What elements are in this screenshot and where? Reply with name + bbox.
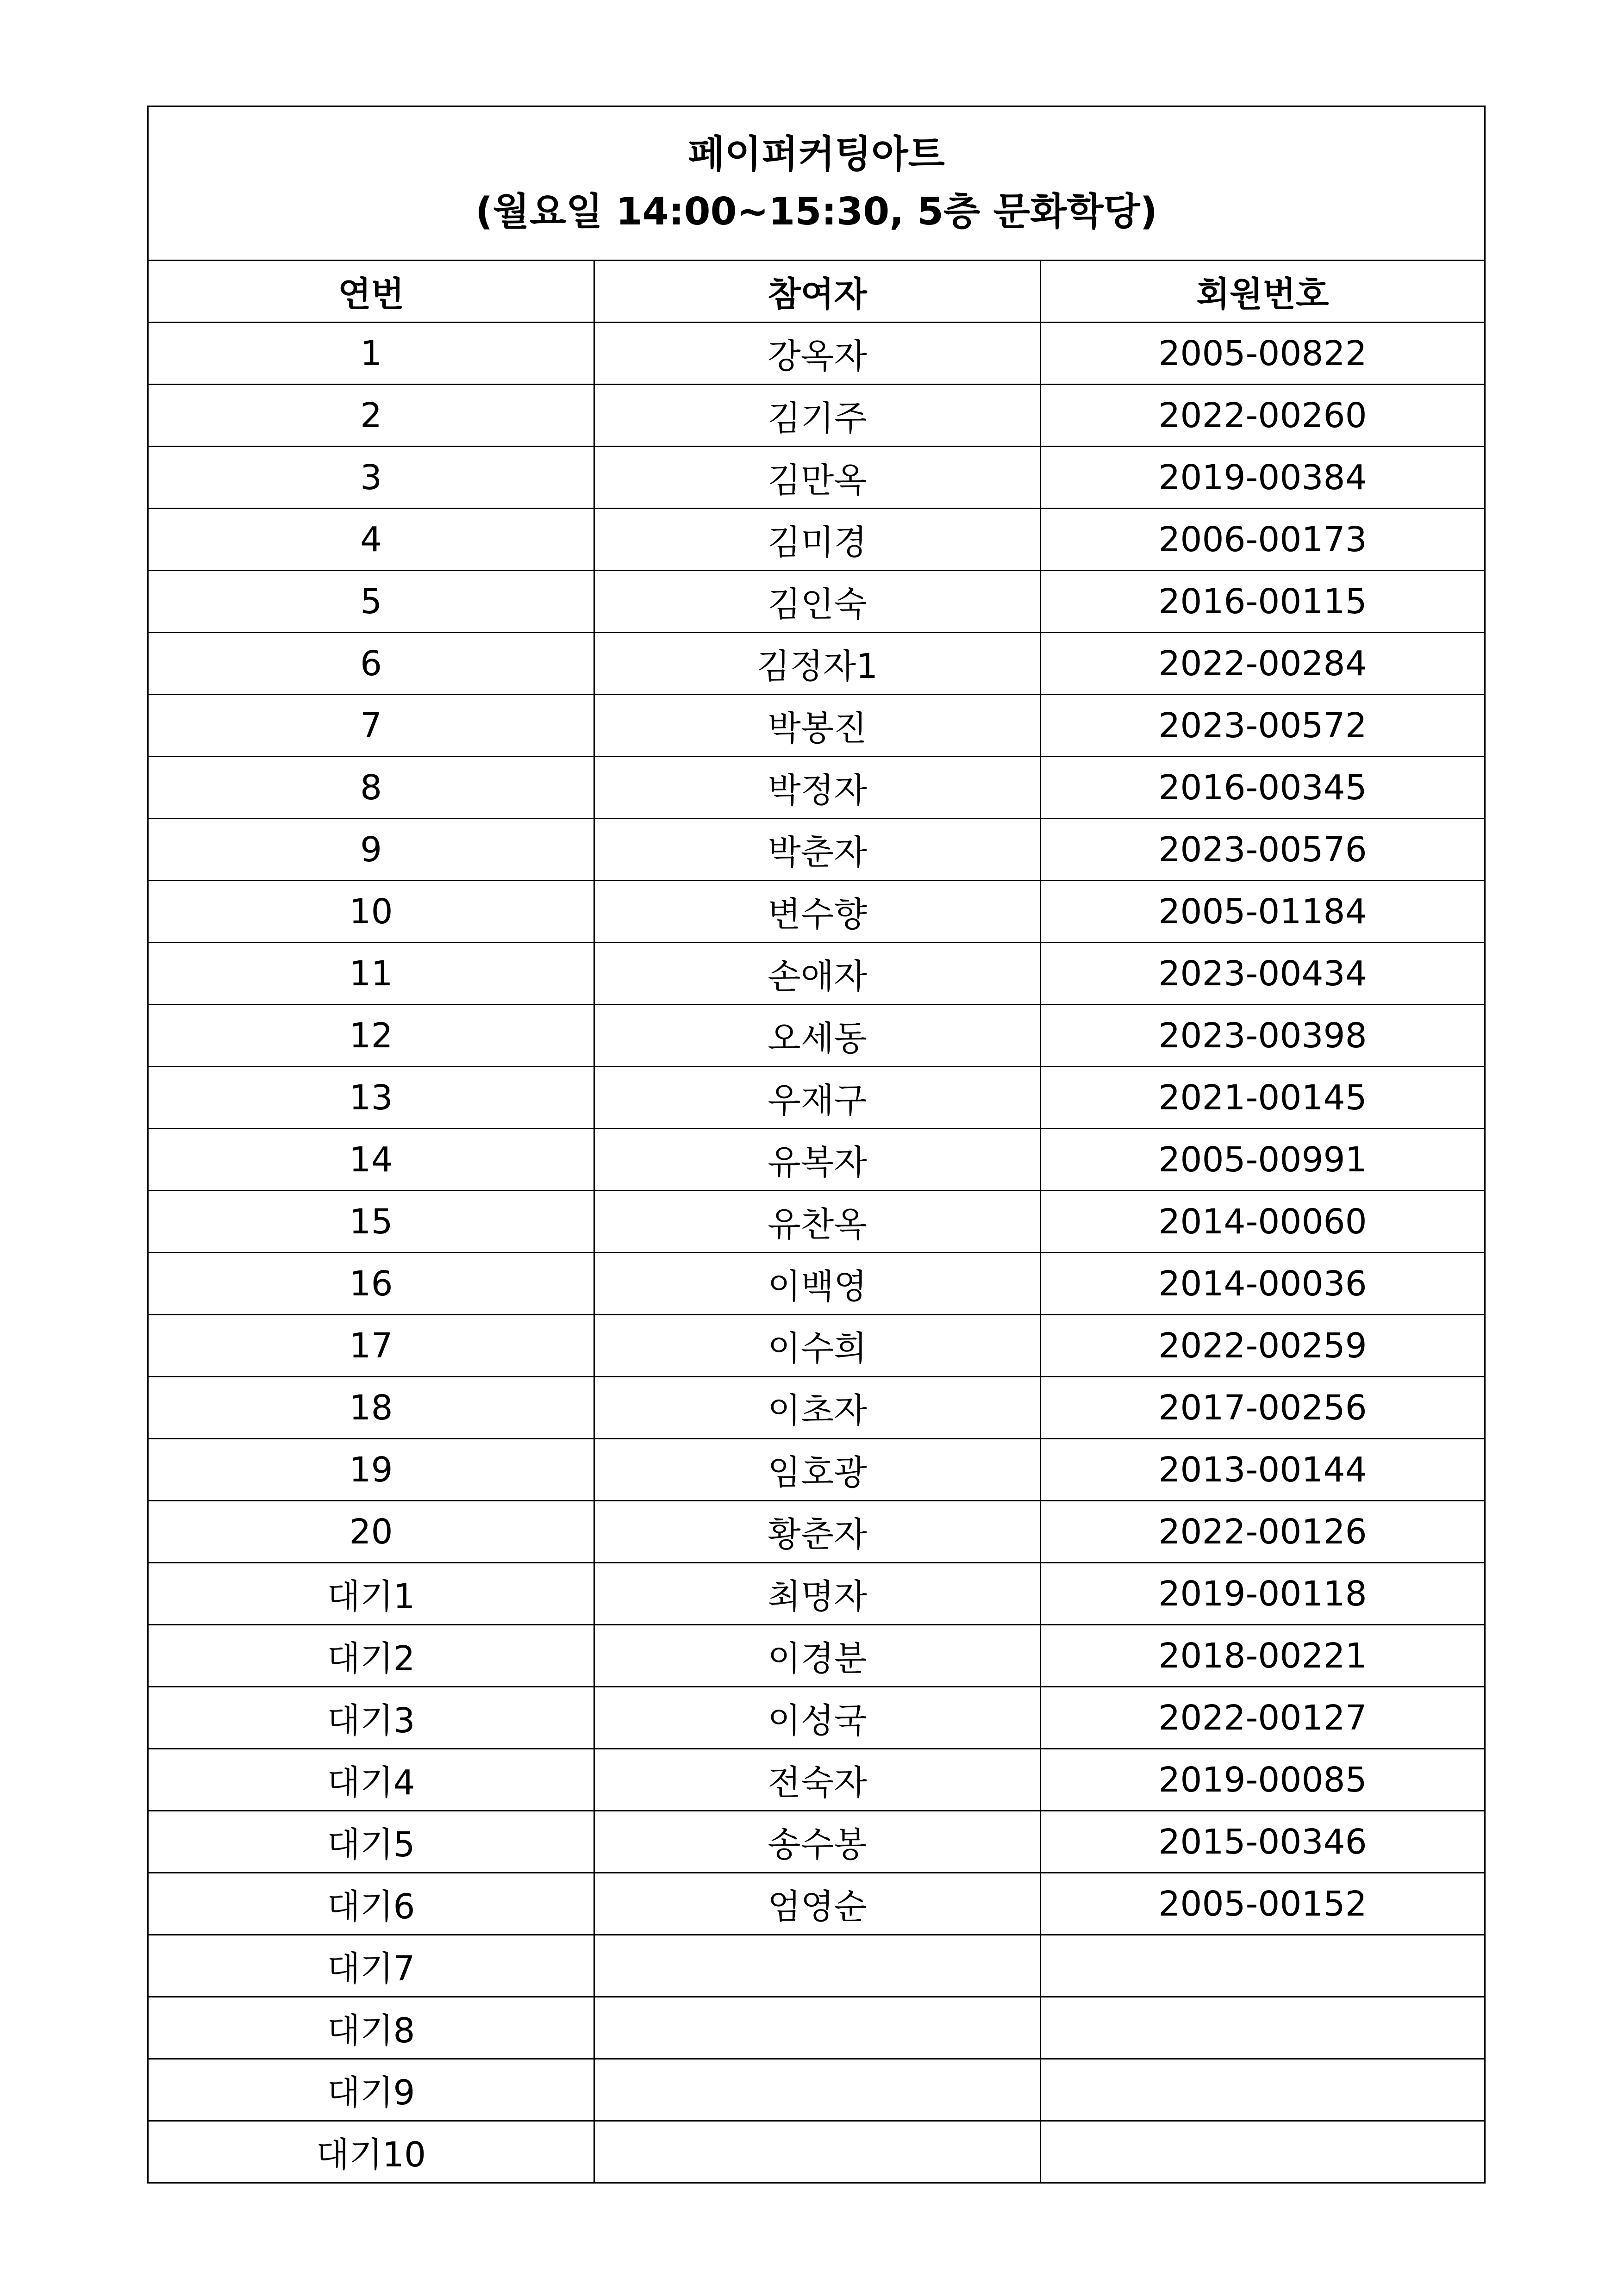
cell-member-id: 2023-00434 — [1041, 943, 1485, 1005]
table-row — [148, 1439, 1485, 1501]
table-row — [148, 1997, 1485, 2059]
table-row — [148, 1253, 1485, 1315]
cell-number: 12 — [148, 1005, 594, 1067]
cell-participant: 이성국 — [594, 1687, 1041, 1749]
cell-number: 6 — [148, 633, 594, 695]
cell-participant — [594, 1997, 1041, 2059]
cell-participant: 김인숙 — [594, 571, 1041, 633]
cell-member-id: 2015-00346 — [1041, 1811, 1485, 1873]
cell-participant: 임호광 — [594, 1439, 1041, 1501]
cell-member-id: 2005-01184 — [1041, 881, 1485, 943]
cell-number: 대기8 — [148, 1997, 594, 2059]
cell-participant: 박정자 — [594, 757, 1041, 819]
table-row — [148, 1501, 1485, 1563]
cell-number: 대기6 — [148, 1873, 594, 1935]
table-row — [148, 1749, 1485, 1811]
table-row — [148, 1129, 1485, 1191]
cell-member-id: 2022-00127 — [1041, 1687, 1485, 1749]
cell-number: 20 — [148, 1501, 594, 1563]
cell-member-id: 2005-00822 — [1041, 323, 1485, 385]
table-row — [148, 1067, 1485, 1129]
cell-member-id: 2023-00576 — [1041, 819, 1485, 881]
participant-table — [147, 106, 1486, 2184]
cell-number: 14 — [148, 1129, 594, 1191]
cell-participant: 강옥자 — [594, 323, 1041, 385]
cell-participant — [594, 2059, 1041, 2121]
cell-member-id: 2019-00118 — [1041, 1563, 1485, 1625]
cell-number: 3 — [148, 447, 594, 509]
table-row — [148, 1687, 1485, 1749]
cell-number: 5 — [148, 571, 594, 633]
cell-participant: 박춘자 — [594, 819, 1041, 881]
table-row — [148, 323, 1485, 385]
cell-participant: 오세동 — [594, 1005, 1041, 1067]
cell-participant: 이초자 — [594, 1377, 1041, 1439]
column-header-number: 연번 — [148, 261, 594, 323]
cell-participant: 최명자 — [594, 1563, 1041, 1625]
cell-number: 15 — [148, 1191, 594, 1253]
cell-participant: 이수희 — [594, 1315, 1041, 1377]
cell-number: 13 — [148, 1067, 594, 1129]
table-row — [148, 385, 1485, 447]
cell-participant: 황춘자 — [594, 1501, 1041, 1563]
header-row — [148, 261, 1485, 323]
cell-member-id: 2022-00260 — [1041, 385, 1485, 447]
cell-member-id: 2005-00991 — [1041, 1129, 1485, 1191]
table-row — [148, 2059, 1485, 2121]
cell-member-id: 2005-00152 — [1041, 1873, 1485, 1935]
cell-number: 대기10 — [148, 2121, 594, 2183]
cell-member-id: 2022-00259 — [1041, 1315, 1485, 1377]
cell-number: 18 — [148, 1377, 594, 1439]
cell-member-id: 2019-00085 — [1041, 1749, 1485, 1811]
table-row — [148, 1315, 1485, 1377]
cell-participant — [594, 2121, 1041, 2183]
cell-member-id — [1041, 1997, 1485, 2059]
table-row — [148, 1377, 1485, 1439]
cell-participant: 변수향 — [594, 881, 1041, 943]
cell-participant: 김정자1 — [594, 633, 1041, 695]
cell-member-id: 2018-00221 — [1041, 1625, 1485, 1687]
title-program-name: 페이퍼커팅아트 — [688, 132, 945, 176]
cell-member-id: 2022-00284 — [1041, 633, 1485, 695]
cell-member-id: 2016-00345 — [1041, 757, 1485, 819]
cell-member-id: 2023-00398 — [1041, 1005, 1485, 1067]
cell-participant: 유찬옥 — [594, 1191, 1041, 1253]
table-row — [148, 757, 1485, 819]
cell-participant: 엄영순 — [594, 1873, 1041, 1935]
cell-participant: 김만옥 — [594, 447, 1041, 509]
cell-number: 11 — [148, 943, 594, 1005]
table-row — [148, 571, 1485, 633]
cell-participant: 손애자 — [594, 943, 1041, 1005]
title-schedule: (월요일 14:00~15:30, 5층 문화학당) — [475, 190, 1158, 234]
cell-participant: 우재구 — [594, 1067, 1041, 1129]
cell-participant: 김기주 — [594, 385, 1041, 447]
cell-participant: 박봉진 — [594, 695, 1041, 757]
cell-participant: 유복자 — [594, 1129, 1041, 1191]
cell-participant: 전숙자 — [594, 1749, 1041, 1811]
cell-number: 7 — [148, 695, 594, 757]
cell-member-id: 2013-00144 — [1041, 1439, 1485, 1501]
column-header-participant: 참여자 — [594, 261, 1041, 323]
cell-number: 16 — [148, 1253, 594, 1315]
table-row — [148, 819, 1485, 881]
cell-number: 대기2 — [148, 1625, 594, 1687]
cell-member-id: 2022-00126 — [1041, 1501, 1485, 1563]
cell-number: 대기7 — [148, 1935, 594, 1997]
table-row — [148, 1563, 1485, 1625]
cell-number: 대기9 — [148, 2059, 594, 2121]
table-row — [148, 1191, 1485, 1253]
column-header-member-id: 회원번호 — [1041, 261, 1485, 323]
cell-member-id: 2021-00145 — [1041, 1067, 1485, 1129]
table-row — [148, 1005, 1485, 1067]
cell-number: 대기5 — [148, 1811, 594, 1873]
cell-number: 대기1 — [148, 1563, 594, 1625]
cell-participant: 이백영 — [594, 1253, 1041, 1315]
cell-member-id — [1041, 2121, 1485, 2183]
table-row — [148, 447, 1485, 509]
cell-number: 대기4 — [148, 1749, 594, 1811]
cell-member-id: 2014-00060 — [1041, 1191, 1485, 1253]
cell-member-id: 2017-00256 — [1041, 1377, 1485, 1439]
cell-number: 19 — [148, 1439, 594, 1501]
table-row — [148, 1935, 1485, 1997]
cell-participant: 김미경 — [594, 509, 1041, 571]
cell-number: 4 — [148, 509, 594, 571]
cell-participant: 송수봉 — [594, 1811, 1041, 1873]
cell-number: 10 — [148, 881, 594, 943]
table-row — [148, 509, 1485, 571]
cell-number: 대기3 — [148, 1687, 594, 1749]
cell-number: 8 — [148, 757, 594, 819]
table-title — [148, 106, 1485, 261]
cell-member-id: 2006-00173 — [1041, 509, 1485, 571]
table-row — [148, 2121, 1485, 2183]
cell-number: 1 — [148, 323, 594, 385]
cell-number: 2 — [148, 385, 594, 447]
cell-number: 17 — [148, 1315, 594, 1377]
cell-participant: 이경분 — [594, 1625, 1041, 1687]
table-row — [148, 1811, 1485, 1873]
cell-member-id: 2023-00572 — [1041, 695, 1485, 757]
table-row — [148, 695, 1485, 757]
table-row — [148, 633, 1485, 695]
cell-member-id — [1041, 2059, 1485, 2121]
table-row — [148, 881, 1485, 943]
table-row — [148, 943, 1485, 1005]
table-row — [148, 1625, 1485, 1687]
cell-member-id — [1041, 1935, 1485, 1997]
cell-member-id: 2014-00036 — [1041, 1253, 1485, 1315]
title-row — [148, 106, 1485, 261]
cell-member-id: 2016-00115 — [1041, 571, 1485, 633]
cell-member-id: 2019-00384 — [1041, 447, 1485, 509]
table-row — [148, 1873, 1485, 1935]
cell-participant — [594, 1935, 1041, 1997]
cell-number: 9 — [148, 819, 594, 881]
